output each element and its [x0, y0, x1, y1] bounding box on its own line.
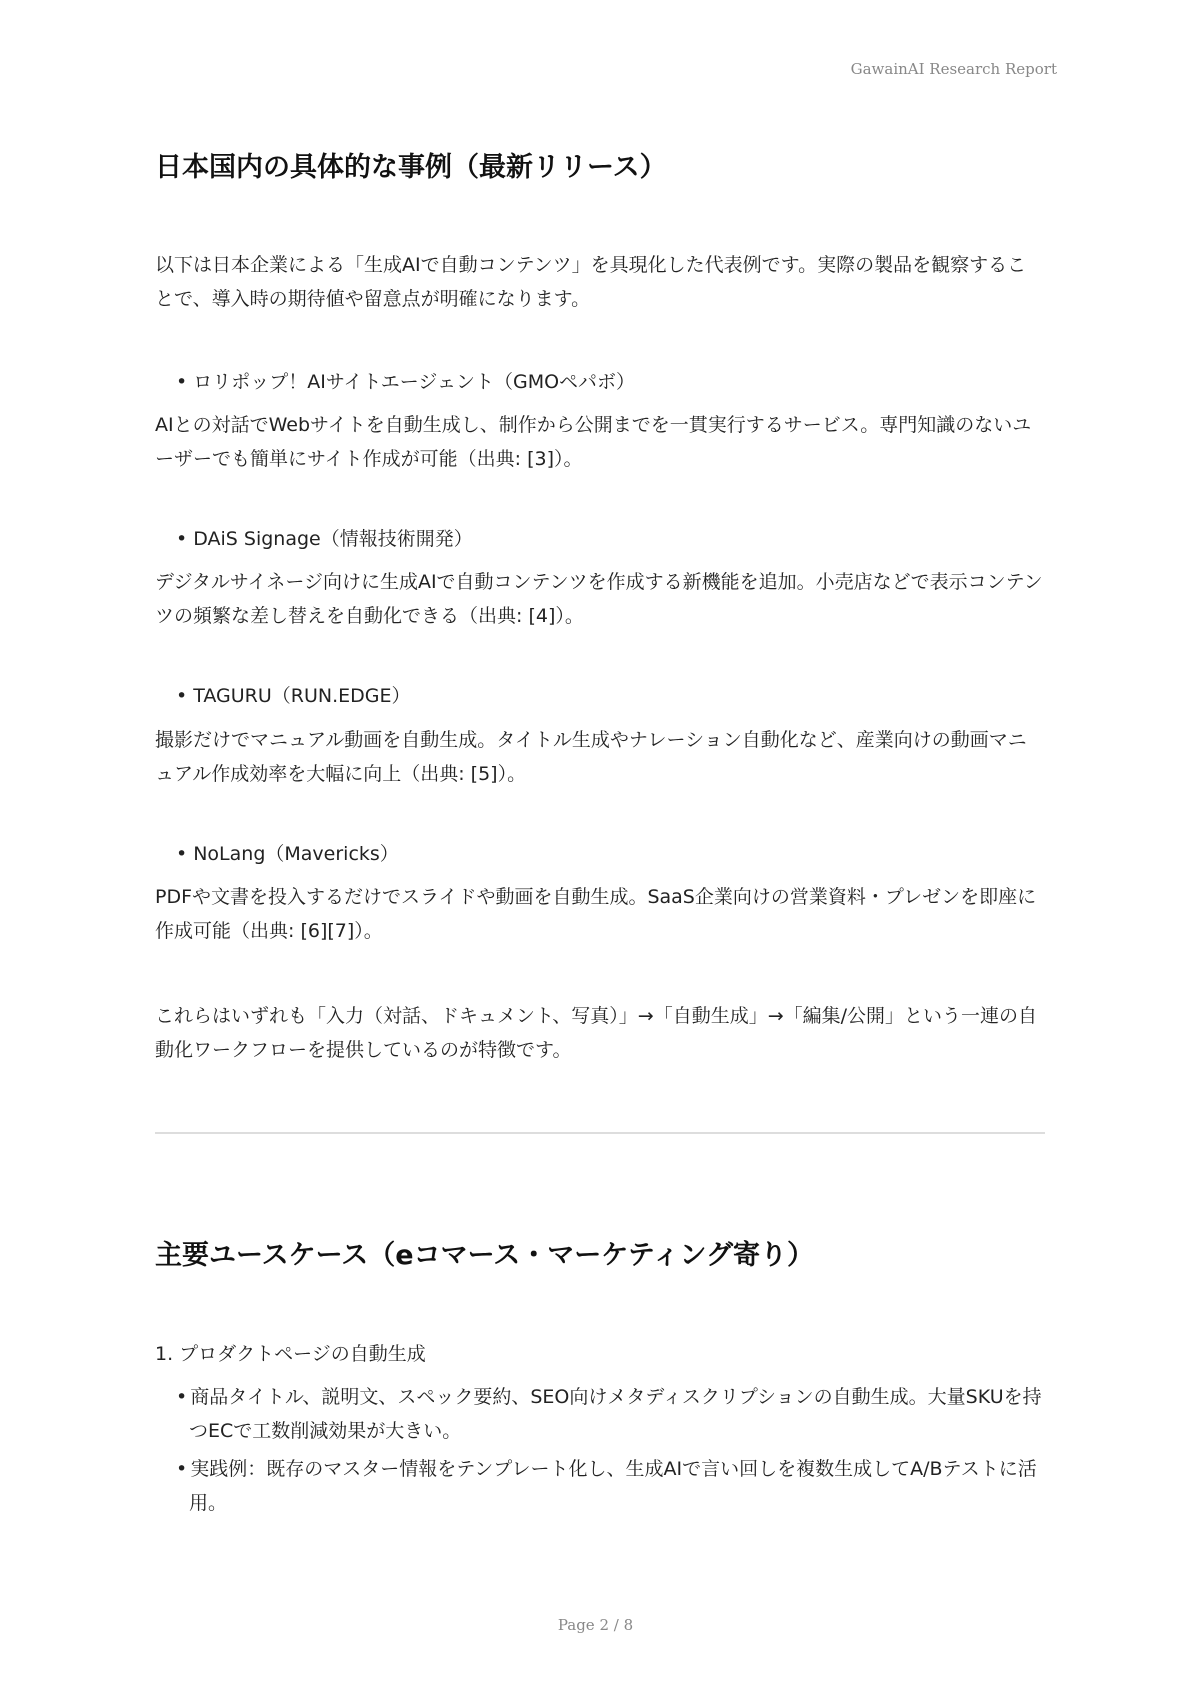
page-number: Page 2 / 8: [557, 1616, 634, 1634]
list-bullet: • 実践例：既存のマスター情報をテンプレート化し、生成AIで言い回しを複数生成してA/Bテストに活用。: [176, 1452, 1058, 1520]
case-description: PDFや文書を投入するだけでスライドや動画を自動生成。SaaS企業向けの営業資料・プレゼンを即座に作成可能（出典: [6][7]）。: [155, 886, 1037, 942]
case-title: • ロリポップ！AIサイトエージェント（GMOペパボ）: [176, 365, 1045, 399]
case-title: • DAiS Signage（情報技術開発）: [176, 522, 1045, 556]
section-heading-use-cases: 主要ユースケース（eコマース・マーケティング寄り）: [155, 1240, 815, 1271]
case-description: 撮影だけでマニュアル動画を自動生成。タイトル生成やナレーション自動化など、産業向けの動画マニュアル作成効率を大幅に向上（出典: [5]）。: [155, 729, 1027, 785]
case-description: AIとの対話でWebサイトを自動生成し、制作から公開までを一貫実行するサービス。専門知識のないユーザーでも簡単にサイト作成が可能（出典: [3]）。: [155, 414, 1032, 470]
section-divider: [155, 1132, 1045, 1134]
intro-paragraph: 以下は日本企業による「生成AIで自動コンテンツ」を具現化した代表例です。実際の製品を観察することで、導入時の期待値や留意点が明確になります。: [155, 254, 1027, 310]
numbered-list-item: 1. プロダクトページの自動生成: [155, 1343, 426, 1365]
list-bullet: • 商品タイトル、説明文、スペック要約、SEO向けメタディスクリプションの自動生成。大量SKUを持つECで工数削減効果が大きい。: [176, 1380, 1058, 1448]
case-title: • TAGURU（RUN.EDGE）: [176, 679, 1045, 713]
section-heading-domestic-cases: 日本国内の具体的な事例（最新リリース）: [155, 152, 667, 183]
running-header: GawainAI Research Report: [850, 60, 1057, 78]
case-title: • NoLang（Mavericks）: [176, 837, 1045, 871]
case-description: デジタルサイネージ向けに生成AIで自動コンテンツを作成する新機能を追加。小売店などで表示コンテンツの頻繁な差し替えを自動化できる（出典: [4]）。: [155, 571, 1043, 627]
summary-paragraph: これらはいずれも「入力（対話、ドキュメント、写真）」→「自動生成」→「編集/公開」という一連の自動化ワークフローを提供しているのが特徴です。: [155, 1005, 1038, 1061]
